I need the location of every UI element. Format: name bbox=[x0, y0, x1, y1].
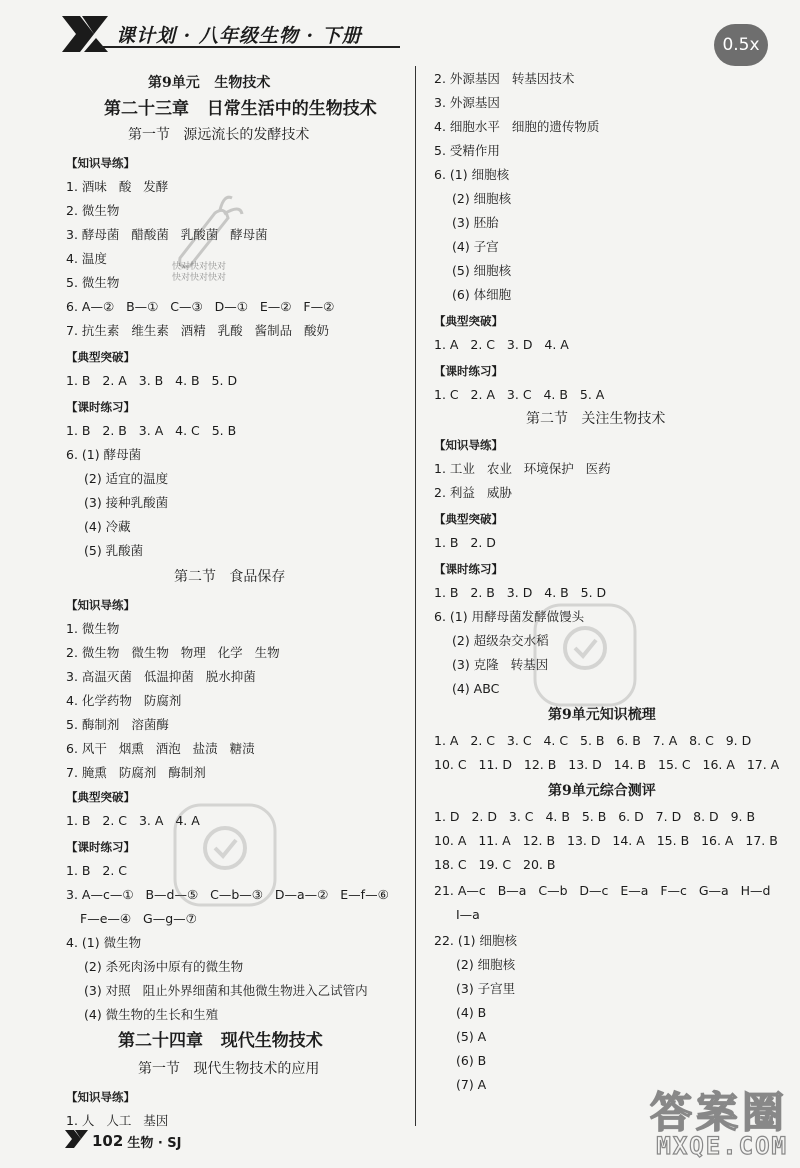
answer-line: (4) 微生物的生长和生殖 bbox=[84, 1007, 219, 1022]
answer-line: (5) 细胞核 bbox=[452, 263, 512, 278]
book-logo-icon bbox=[60, 12, 112, 56]
answer-line: 1. A 2. C 3. D 4. A bbox=[434, 337, 569, 352]
answer-line: 3. 酵母菌 醋酸菌 乳酸菌 酵母菌 bbox=[66, 227, 268, 242]
answer-line: 10. A 11. A 12. B 13. D 14. A 15. B 16. A 17. B bbox=[434, 833, 778, 848]
answer-line: 7. 腌熏 防腐剂 酶制剂 bbox=[66, 765, 206, 780]
answer-line: 2. 利益 威胁 bbox=[434, 485, 512, 500]
answer-line: (2) 细胞核 bbox=[456, 957, 516, 972]
answer-line: 18. C 19. C 20. B bbox=[434, 857, 556, 872]
heading: 第9单元综合测评 bbox=[548, 783, 656, 799]
heading: 第二十三章 日常生活中的生物技术 bbox=[104, 99, 377, 119]
answer-line: (2) 杀死肉汤中原有的微生物 bbox=[84, 959, 244, 974]
section-tag: 【课时练习】 bbox=[434, 364, 503, 378]
answer-line: 2. 微生物 微生物 物理 化学 生物 bbox=[66, 645, 280, 660]
page-header bbox=[60, 10, 400, 58]
answer-line: (2) 超级杂交水稻 bbox=[452, 633, 549, 648]
answer-line: 3. 高温灭菌 低温抑菌 脱水抑菌 bbox=[66, 669, 256, 684]
answer-line: (5) 乳酸菌 bbox=[84, 543, 144, 558]
answer-line: 5. 受精作用 bbox=[434, 143, 500, 158]
answer-line: 4. (1) 微生物 bbox=[66, 935, 142, 950]
check-watermark-icon bbox=[170, 800, 280, 914]
answer-line: 1. C 2. A 3. C 4. B 5. A bbox=[434, 387, 605, 402]
answer-line: 1. B 2. A 3. B 4. B 5. D bbox=[66, 373, 238, 388]
answer-line: 1. B 2. C 3. A 4. A bbox=[66, 813, 200, 828]
answer-line: (4) ABC bbox=[452, 681, 500, 696]
heading: 第二十四章 现代生物技术 bbox=[118, 1031, 323, 1051]
answer-line: (6) B bbox=[456, 1053, 487, 1068]
header-underline bbox=[100, 46, 400, 48]
heading: 第一节 源远流长的发酵技术 bbox=[128, 127, 310, 143]
answer-line: 5. 酶制剂 溶菌酶 bbox=[66, 717, 169, 732]
section-tag: 【课时练习】 bbox=[434, 562, 503, 576]
answer-line: 5. 微生物 bbox=[66, 275, 120, 290]
answer-line: (2) 细胞核 bbox=[452, 191, 512, 206]
answer-line: 3. A—c—① B—d—⑤ C—b—③ D—a—② E—f—⑥ bbox=[66, 887, 389, 902]
answer-line: (4) 冷藏 bbox=[84, 519, 131, 534]
answer-line: 6. (1) 细胞核 bbox=[434, 167, 510, 182]
answer-line: 1. B 2. B 3. A 4. C 5. B bbox=[66, 423, 237, 438]
zoom-badge[interactable]: 0.5x bbox=[714, 24, 768, 66]
section-tag: 【典型突破】 bbox=[66, 350, 135, 364]
section-tag: 【知识导练】 bbox=[66, 156, 135, 170]
section-tag: 【知识导练】 bbox=[434, 438, 503, 452]
answer-line: (2) 适宜的温度 bbox=[84, 471, 169, 486]
footer-logo-icon bbox=[64, 1128, 90, 1154]
section-tag: 【典型突破】 bbox=[434, 512, 503, 526]
answer-line: 1. A 2. C 3. C 4. C 5. B 6. B 7. A 8. C 9. D bbox=[434, 733, 752, 748]
answer-line: 1. 酒味 酸 发酵 bbox=[66, 179, 169, 194]
answer-line: (3) 子宫里 bbox=[456, 981, 516, 996]
answer-line: 6. (1) 酵母菌 bbox=[66, 447, 142, 462]
answer-line: 10. C 11. D 12. B 13. D 14. B 15. C 16. A 17. A bbox=[434, 757, 780, 772]
answer-line: (3) 胚胎 bbox=[452, 215, 499, 230]
answer-line: 3. 外源基因 bbox=[434, 95, 500, 110]
answer-line: 1. 人 人工 基因 bbox=[66, 1113, 169, 1128]
answer-line: 2. 微生物 bbox=[66, 203, 120, 218]
answer-line: 1. B 2. B 3. D 4. B 5. D bbox=[434, 585, 607, 600]
footer-subject: 生物 · SJ bbox=[127, 1135, 182, 1151]
page-number: 102 bbox=[92, 1132, 124, 1150]
page-footer bbox=[64, 1128, 182, 1154]
heading: 第二节 食品保存 bbox=[174, 569, 286, 585]
section-tag: 【典型突破】 bbox=[434, 314, 503, 328]
answer-line: 1. 工业 农业 环境保护 医药 bbox=[434, 461, 611, 476]
brand-bottom-text: MXQE.COM bbox=[656, 1132, 788, 1160]
section-tag: 【知识导练】 bbox=[66, 1090, 135, 1104]
answer-line: 6. (1) 用酵母菌发酵做馒头 bbox=[434, 609, 585, 624]
heading: 第9单元知识梳理 bbox=[548, 707, 656, 723]
answer-line: (3) 对照 阻止外界细菌和其他微生物进入乙试管内 bbox=[84, 983, 368, 998]
answer-line: I—a bbox=[456, 907, 480, 922]
section-tag: 【课时练习】 bbox=[66, 840, 135, 854]
section-tag: 【课时练习】 bbox=[66, 400, 135, 414]
answer-line: 1. D 2. D 3. C 4. B 5. B 6. D 7. D 8. D 9. B bbox=[434, 809, 756, 824]
answer-line: 7. 抗生素 维生素 酒精 乳酸 酱制品 酸奶 bbox=[66, 323, 330, 338]
answer-line: 1. B 2. C bbox=[66, 863, 128, 878]
answer-line: 21. A—c B—a C—b D—c E—a F—c G—a H—d bbox=[434, 883, 771, 898]
section-tag: 【知识导练】 bbox=[66, 598, 135, 612]
answer-line: 4. 温度 bbox=[66, 251, 107, 266]
answer-line: 22. (1) 细胞核 bbox=[434, 933, 518, 948]
answer-line: 2. 外源基因 转基因技术 bbox=[434, 71, 575, 86]
answer-line: (7) A bbox=[456, 1077, 487, 1092]
answer-line: 1. 微生物 bbox=[66, 621, 120, 636]
answer-line: 6. A—② B—① C—③ D—① E—② F—② bbox=[66, 299, 335, 314]
answer-line: F—e—④ G—g—⑦ bbox=[80, 911, 197, 926]
header-title: 课计划 · 八年级生物 · 下册 bbox=[116, 24, 362, 47]
answer-line: 6. 风干 烟熏 酒泡 盐渍 糖渍 bbox=[66, 741, 255, 756]
answer-line: 4. 化学药物 防腐剂 bbox=[66, 693, 182, 708]
brand-top-text: 答案圈 bbox=[649, 1088, 788, 1137]
answer-line: (4) 子宫 bbox=[452, 239, 499, 254]
heading: 第9单元 生物技术 bbox=[148, 75, 271, 91]
answer-line: (3) 接种乳酸菌 bbox=[84, 495, 169, 510]
answer-line: (4) B bbox=[456, 1005, 487, 1020]
check-watermark-icon bbox=[530, 600, 640, 714]
answer-line: (5) A bbox=[456, 1029, 487, 1044]
brand-watermark bbox=[612, 1074, 798, 1164]
answer-line: (6) 体细胞 bbox=[452, 287, 512, 302]
heading: 第一节 现代生物技术的应用 bbox=[138, 1061, 320, 1077]
column-divider bbox=[415, 66, 416, 1126]
answer-line: 4. 细胞水平 细胞的遗传物质 bbox=[434, 119, 600, 134]
section-tag: 【典型突破】 bbox=[66, 790, 135, 804]
heading: 第二节 关注生物技术 bbox=[526, 411, 666, 427]
answer-line: (3) 克隆 转基因 bbox=[452, 657, 549, 672]
watermark-text: 快对快对快对 快对快对快对 bbox=[172, 262, 227, 283]
answer-line: 1. B 2. D bbox=[434, 535, 496, 550]
